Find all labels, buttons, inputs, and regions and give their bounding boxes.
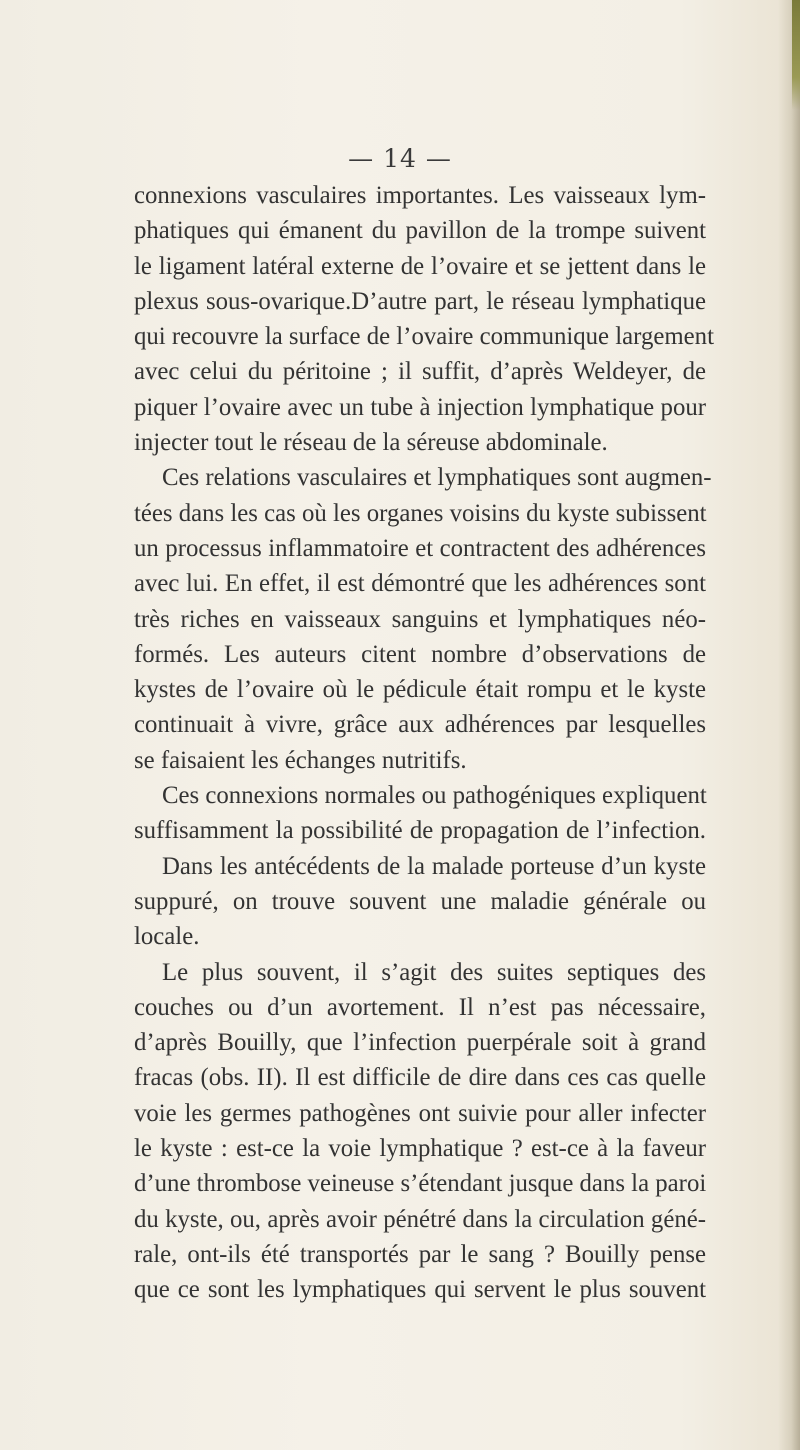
text-line: couches ou d’un avortement. Il n’est pas nécessaire, bbox=[134, 993, 706, 1021]
text-line: Ces connexions normales ou pathogéniques expliquent bbox=[162, 782, 707, 810]
page-edge-shadow bbox=[778, 0, 800, 1450]
text-line: kystes de l’ovaire où le pédicule était rompu et le kyste bbox=[134, 676, 706, 704]
text-line: avec celui du péritoine ; il suffit, d’après Weldeyer, de bbox=[134, 358, 706, 386]
text-line: rale, ont-ils été transportés par le sang ? Bouilly pense bbox=[134, 1240, 706, 1268]
text-line: du kyste, ou, après avoir pénétré dans la circulation géné- bbox=[134, 1205, 706, 1233]
page-edge-mark bbox=[792, 0, 800, 110]
text-line: d’une thrombose veineuse s’étendant jusque dans la paroi bbox=[134, 1170, 707, 1198]
text-line: le kyste : est-ce la voie lymphatique ? est-ce à la faveur bbox=[134, 1135, 706, 1163]
text-line: qui recouvre la surface de l’ovaire communique largement bbox=[134, 323, 714, 351]
text-line: formés. Les auteurs citent nombre d’observations de bbox=[134, 640, 706, 668]
text-line: piquer l’ovaire avec un tube à injection lymphatique pour bbox=[134, 393, 706, 421]
text-line: connexions vasculaires importantes. Les vaisseaux lym- bbox=[134, 182, 706, 209]
text-line: suffisamment la possibilité de propagation de l’infection. bbox=[134, 817, 706, 845]
text-line: suppuré, on trouve souvent une maladie générale ou bbox=[134, 887, 706, 915]
text-line: injecter tout le réseau de la séreuse abdominale. bbox=[134, 429, 608, 457]
text-line: Ces relations vasculaires et lymphatiques sont augmen- bbox=[162, 464, 712, 492]
text-line: locale. bbox=[134, 923, 200, 951]
text-line: tées dans les cas où les organes voisins du kyste subissent bbox=[134, 499, 707, 527]
text-line: se faisaient les échanges nutritifs. bbox=[134, 746, 467, 774]
text-line: fracas (obs. II). Il est difficile de dire dans ces cas quelle bbox=[134, 1064, 706, 1092]
text-line: très riches en vaisseaux sanguins et lymphatiques néo- bbox=[134, 605, 706, 633]
text-line: avec lui. En effet, il est démontré que les adhérences sont bbox=[134, 570, 706, 598]
text-line: phatiques qui émanent du pavillon de la trompe suivent bbox=[134, 217, 706, 245]
text-line: d’après Bouilly, que l’infection puerpérale soit à grand bbox=[134, 1029, 706, 1057]
page-number: — 14 — bbox=[348, 144, 452, 173]
body-text bbox=[134, 178, 714, 1308]
text-line: que ce sont les lymphatiques qui servent le plus souvent bbox=[134, 1276, 706, 1304]
text-line: continuait à vivre, grâce aux adhérences par lesquelles bbox=[134, 711, 706, 739]
text-line: Le plus souvent, il s’agit des suites septiques des bbox=[162, 958, 706, 986]
text-line: un processus inflammatoire et contractent des adhérences bbox=[134, 534, 706, 562]
text-line: plexus sous-ovarique.D’autre part, le réseau lymphatique bbox=[134, 287, 706, 315]
text-line: Dans les antécédents de la malade porteuse d’un kyste bbox=[162, 852, 706, 880]
text-line: le ligament latéral externe de l’ovaire et se jettent dans le bbox=[134, 252, 706, 280]
text-line: voie les germes pathogènes ont suivie pour aller infecter bbox=[134, 1099, 706, 1127]
